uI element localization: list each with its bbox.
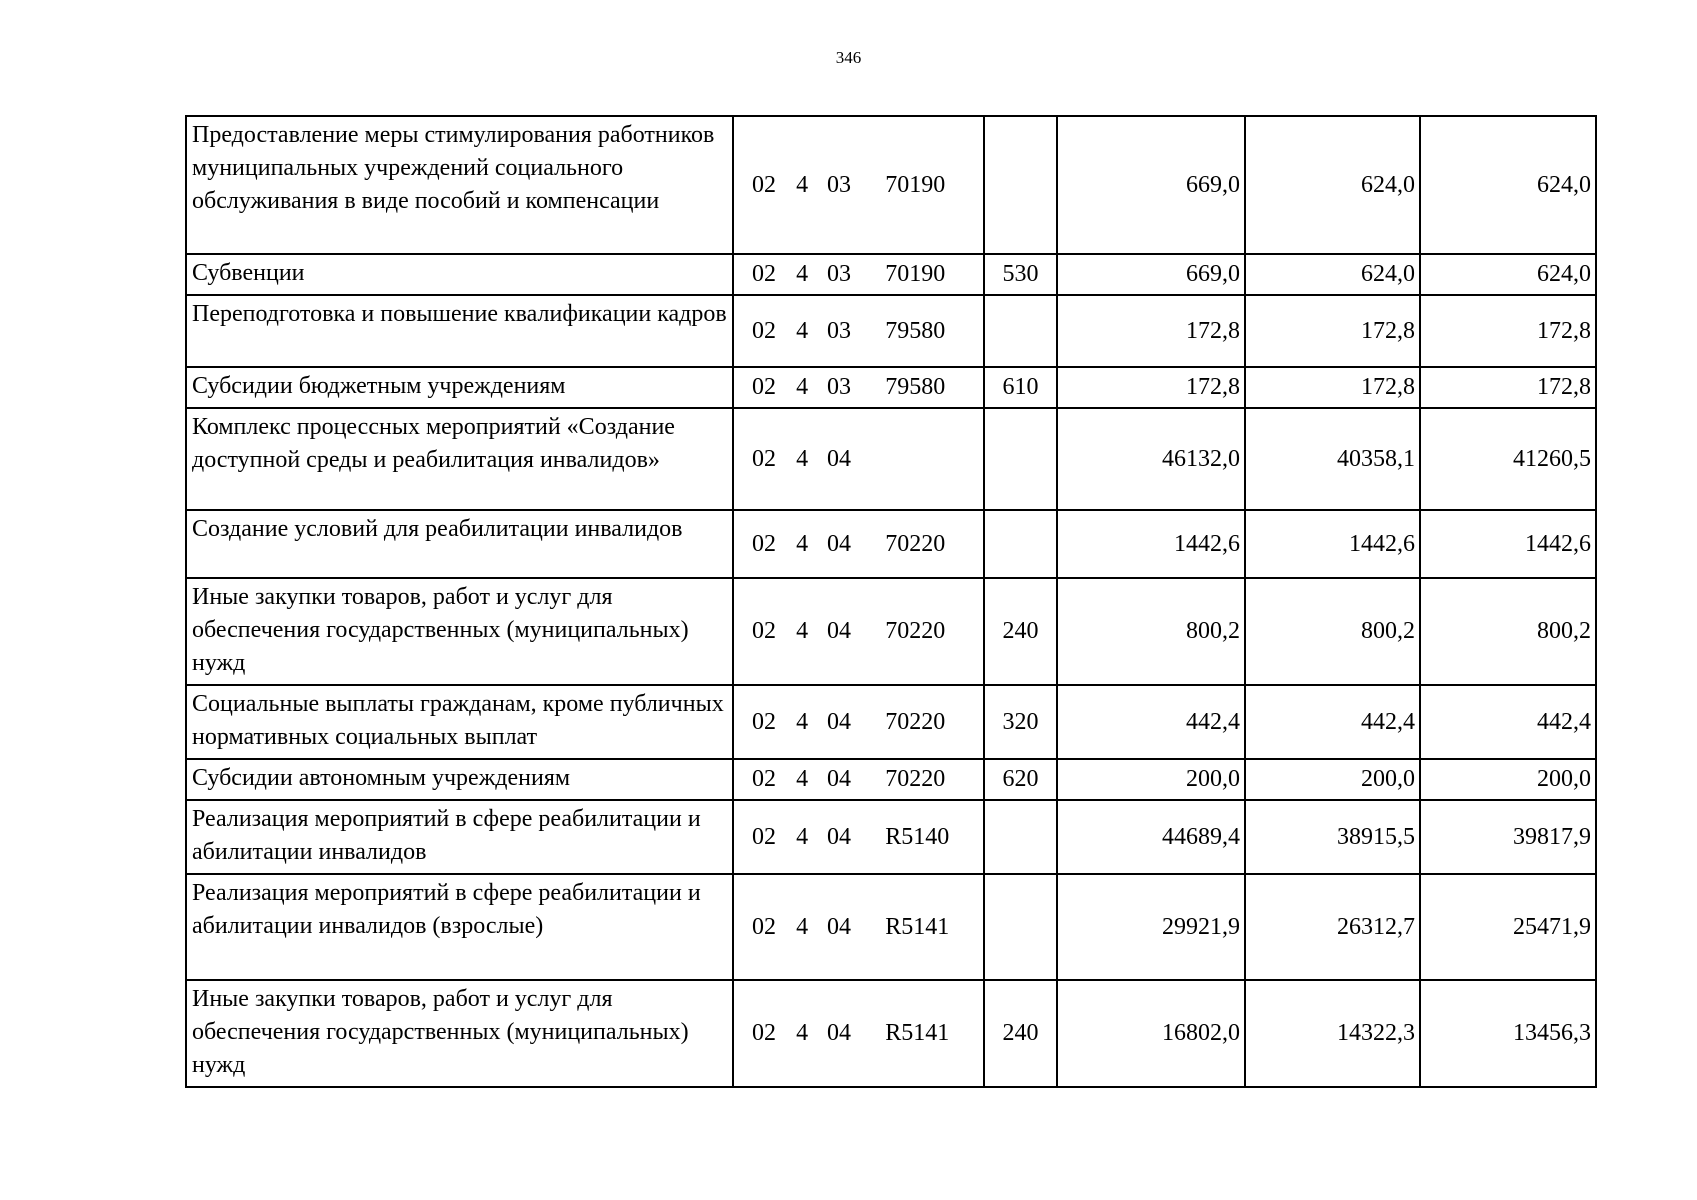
table-row — [186, 510, 1596, 578]
expense-type — [984, 510, 1057, 578]
amount-year-3: 25471,9 — [1420, 874, 1596, 980]
code-main-event: 04 — [827, 823, 852, 850]
expense-type — [984, 116, 1057, 254]
code-main-event: 04 — [827, 913, 852, 940]
expense-type — [984, 874, 1057, 980]
code-main-event: 04 — [827, 708, 852, 735]
row-name: Иные закупки товаров, работ и услуг для обеспечения государственных (муниципальных) нужд — [186, 980, 733, 1087]
code-program: 02 — [752, 618, 776, 644]
amount-year-1: 44689,4 — [1057, 800, 1245, 874]
row-name: Создание условий для реабилитации инвалидов — [186, 510, 733, 578]
row-name: Субсидии бюджетным учреждениям — [186, 367, 733, 408]
table-row — [186, 295, 1596, 367]
code-subprogram: 4 — [796, 618, 809, 644]
amount-year-2: 172,8 — [1245, 295, 1420, 367]
expense-type: 620 — [984, 759, 1057, 800]
budget-table — [185, 115, 1597, 1088]
code-direction: 79580 — [885, 317, 946, 344]
code-direction: 70190 — [885, 261, 946, 287]
amount-year-1: 669,0 — [1057, 254, 1245, 295]
code-direction: 79580 — [885, 374, 946, 400]
code-main-event: 04 — [827, 530, 852, 557]
amount-year-2: 26312,7 — [1245, 874, 1420, 980]
code-program: 02 — [752, 171, 776, 198]
row-codes — [733, 510, 984, 578]
code-program: 02 — [752, 823, 776, 850]
row-name: Реализация мероприятий в сфере реабилитации и абилитации инвалидов (взрослые) — [186, 874, 733, 980]
row-codes — [733, 116, 984, 254]
table-row — [186, 800, 1596, 874]
row-name: Субвенции — [186, 254, 733, 295]
code-subprogram: 4 — [796, 913, 809, 940]
expense-type: 240 — [984, 980, 1057, 1087]
amount-year-1: 172,8 — [1057, 367, 1245, 408]
amount-year-1: 800,2 — [1057, 578, 1245, 685]
amount-year-1: 669,0 — [1057, 116, 1245, 254]
code-direction: 70220 — [885, 530, 946, 557]
table-row — [186, 980, 1596, 1087]
amount-year-2: 624,0 — [1245, 116, 1420, 254]
code-main-event: 04 — [827, 445, 852, 472]
code-main-event: 04 — [827, 766, 852, 792]
row-codes — [733, 800, 984, 874]
code-direction: R5141 — [885, 913, 950, 940]
amount-year-2: 172,8 — [1245, 367, 1420, 408]
row-name: Иные закупки товаров, работ и услуг для обеспечения государственных (муниципальных) нужд — [186, 578, 733, 685]
code-program: 02 — [752, 766, 776, 792]
amount-year-3: 442,4 — [1420, 685, 1596, 759]
row-codes — [733, 874, 984, 980]
row-codes — [733, 685, 984, 759]
amount-year-2: 14322,3 — [1245, 980, 1420, 1087]
amount-year-2: 38915,5 — [1245, 800, 1420, 874]
code-main-event: 04 — [827, 1020, 852, 1046]
amount-year-3: 13456,3 — [1420, 980, 1596, 1087]
amount-year-1: 29921,9 — [1057, 874, 1245, 980]
amount-year-2: 624,0 — [1245, 254, 1420, 295]
table-row — [186, 759, 1596, 800]
amount-year-3: 624,0 — [1420, 116, 1596, 254]
code-main-event: 03 — [827, 261, 852, 287]
code-subprogram: 4 — [796, 823, 809, 850]
table-row — [186, 254, 1596, 295]
expense-type — [984, 408, 1057, 510]
code-program: 02 — [752, 261, 776, 287]
amount-year-2: 1442,6 — [1245, 510, 1420, 578]
amount-year-3: 1442,6 — [1420, 510, 1596, 578]
code-program: 02 — [752, 913, 776, 940]
code-subprogram: 4 — [796, 1020, 809, 1046]
code-direction: 70220 — [885, 618, 946, 644]
amount-year-1: 442,4 — [1057, 685, 1245, 759]
code-program: 02 — [752, 374, 776, 400]
table-row — [186, 116, 1596, 254]
code-subprogram: 4 — [796, 317, 809, 344]
code-direction: 70190 — [885, 171, 946, 198]
code-program: 02 — [752, 317, 776, 344]
amount-year-1: 172,8 — [1057, 295, 1245, 367]
code-subprogram: 4 — [796, 261, 809, 287]
table-row — [186, 367, 1596, 408]
amount-year-3: 624,0 — [1420, 254, 1596, 295]
row-name: Социальные выплаты гражданам, кроме публичных нормативных социальных выплат — [186, 685, 733, 759]
code-subprogram: 4 — [796, 708, 809, 735]
amount-year-1: 16802,0 — [1057, 980, 1245, 1087]
code-subprogram: 4 — [796, 374, 809, 400]
code-subprogram: 4 — [796, 171, 809, 198]
row-codes — [733, 254, 984, 295]
amount-year-3: 41260,5 — [1420, 408, 1596, 510]
amount-year-1: 200,0 — [1057, 759, 1245, 800]
code-subprogram: 4 — [796, 530, 809, 557]
code-subprogram: 4 — [796, 445, 809, 472]
row-codes — [733, 367, 984, 408]
expense-type — [984, 800, 1057, 874]
amount-year-1: 46132,0 — [1057, 408, 1245, 510]
row-codes — [733, 295, 984, 367]
code-direction: R5141 — [885, 1020, 950, 1046]
amount-year-3: 172,8 — [1420, 295, 1596, 367]
amount-year-3: 200,0 — [1420, 759, 1596, 800]
table-row — [186, 685, 1596, 759]
code-program: 02 — [752, 445, 776, 472]
row-codes — [733, 578, 984, 685]
amount-year-2: 442,4 — [1245, 685, 1420, 759]
table-row — [186, 578, 1596, 685]
code-direction: 70220 — [885, 766, 946, 792]
code-main-event: 04 — [827, 618, 852, 644]
row-name: Предоставление меры стимулирования работников муниципальных учреждений социального обслуживания в виде пособий и компенсации — [186, 116, 733, 254]
amount-year-3: 800,2 — [1420, 578, 1596, 685]
amount-year-2: 40358,1 — [1245, 408, 1420, 510]
expense-type: 240 — [984, 578, 1057, 685]
row-codes — [733, 408, 984, 510]
code-main-event: 03 — [827, 317, 852, 344]
table-row — [186, 874, 1596, 980]
code-main-event: 03 — [827, 171, 852, 198]
amount-year-3: 39817,9 — [1420, 800, 1596, 874]
row-name: Субсидии автономным учреждениям — [186, 759, 733, 800]
row-codes — [733, 759, 984, 800]
code-subprogram: 4 — [796, 766, 809, 792]
code-direction: R5140 — [885, 823, 950, 850]
amount-year-3: 172,8 — [1420, 367, 1596, 408]
amount-year-1: 1442,6 — [1057, 510, 1245, 578]
expense-type: 320 — [984, 685, 1057, 759]
amount-year-2: 200,0 — [1245, 759, 1420, 800]
code-program: 02 — [752, 708, 776, 735]
expense-type — [984, 295, 1057, 367]
page-number: 346 — [835, 48, 862, 67]
row-name: Переподготовка и повышение квалификации кадров — [186, 295, 733, 367]
code-main-event: 03 — [827, 374, 852, 400]
code-program: 02 — [752, 530, 776, 557]
row-codes — [733, 980, 984, 1087]
expense-type: 610 — [984, 367, 1057, 408]
expense-type: 530 — [984, 254, 1057, 295]
code-program: 02 — [752, 1020, 776, 1046]
row-name: Комплекс процессных мероприятий «Создание доступной среды и реабилитация инвалидов» — [186, 408, 733, 510]
table-row — [186, 408, 1596, 510]
amount-year-2: 800,2 — [1245, 578, 1420, 685]
code-direction: 70220 — [885, 708, 946, 735]
row-name: Реализация мероприятий в сфере реабилитации и абилитации инвалидов — [186, 800, 733, 874]
